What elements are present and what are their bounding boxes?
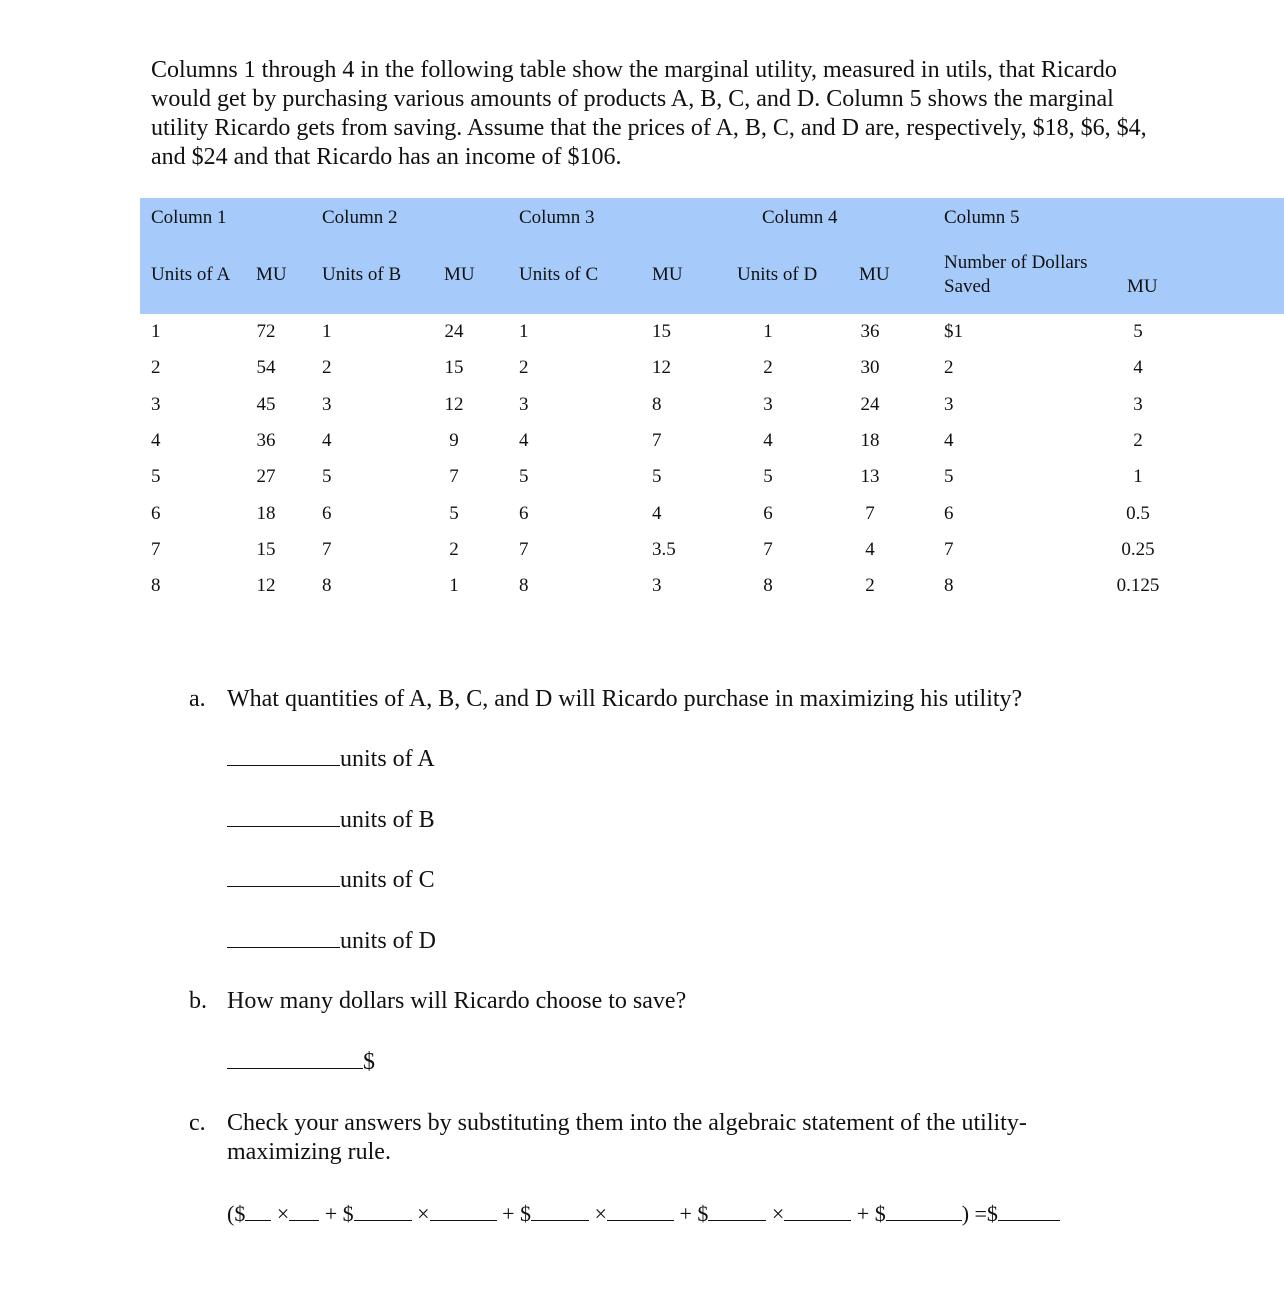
header-dollars-saved-1: Number of Dollars xyxy=(944,252,1088,273)
cell-mu-b: 2 xyxy=(449,538,459,560)
formula-plus: + $ xyxy=(324,1201,354,1226)
cell-mu-saving: 1 xyxy=(1133,466,1143,488)
cell-units-a: 8 xyxy=(151,575,161,597)
cell-units-c: 5 xyxy=(519,466,529,488)
group-header-5: Column 5 xyxy=(944,207,1020,228)
header-units-b: Units of B xyxy=(322,264,402,285)
answer-blank[interactable] xyxy=(227,825,340,827)
cell-mu-a: 18 xyxy=(256,502,276,524)
formula-blank[interactable] xyxy=(430,1219,497,1221)
answer-a-label: units of A xyxy=(340,746,435,772)
cell-units-c: 1 xyxy=(519,321,529,342)
cell-mu-c: 5 xyxy=(652,466,662,488)
cell-units-b: 6 xyxy=(322,502,332,524)
formula-plus: + $ xyxy=(679,1201,709,1226)
header-mu-b: MU xyxy=(444,264,475,285)
cell-units-a: 1 xyxy=(151,321,161,342)
cell-mu-d: 36 xyxy=(860,321,880,342)
question-c-line2: maximizing rule. xyxy=(227,1139,391,1165)
cell-units-d: 1 xyxy=(763,321,773,342)
answer-c-row xyxy=(227,866,435,895)
cell-units-d: 8 xyxy=(763,575,773,597)
cell-mu-a: 27 xyxy=(256,466,276,488)
formula-close: ) =$ xyxy=(961,1201,998,1226)
formula-blank[interactable] xyxy=(708,1219,766,1221)
cell-units-c: 3 xyxy=(519,393,529,415)
header-units-a: Units of A xyxy=(151,264,231,285)
cell-mu-c: 3 xyxy=(652,575,662,597)
cell-mu-d: 7 xyxy=(865,502,875,524)
cell-mu-c: 4 xyxy=(652,502,662,524)
formula-times: × xyxy=(417,1201,430,1226)
header-mu-c: MU xyxy=(652,264,683,285)
answer-b-row xyxy=(227,806,435,835)
cell-units-b: 4 xyxy=(322,429,332,451)
cell-mu-c: 7 xyxy=(652,429,662,451)
question-c-line1: Check your answers by substituting them into the algebraic statement of the utility- xyxy=(227,1110,1027,1136)
answer-a-row xyxy=(227,745,435,774)
cell-units-d: 2 xyxy=(763,357,773,379)
group-header-2: Column 2 xyxy=(322,207,398,228)
cell-mu-d: 4 xyxy=(865,538,875,560)
cell-units-a: 3 xyxy=(151,393,161,415)
cell-dollars-saved: 5 xyxy=(944,466,954,488)
answer-blank[interactable] xyxy=(227,885,340,887)
formula-times: × xyxy=(276,1201,290,1226)
cell-dollars-saved: 4 xyxy=(944,429,954,451)
answer-b-label: units of B xyxy=(340,807,435,833)
cell-mu-b: 1 xyxy=(449,575,459,597)
cell-dollars-saved: 8 xyxy=(944,575,954,597)
cell-units-c: 7 xyxy=(519,538,529,560)
cell-mu-c: 12 xyxy=(652,357,671,379)
cell-mu-a: 15 xyxy=(256,538,276,560)
answer-c-label: units of C xyxy=(340,867,435,893)
cell-units-d: 3 xyxy=(763,393,773,415)
cell-mu-d: 2 xyxy=(865,575,875,597)
formula-plus: + $ xyxy=(502,1201,532,1226)
cell-units-c: 4 xyxy=(519,429,529,451)
question-b-text: How many dollars will Ricardo choose to save? xyxy=(227,988,687,1014)
cell-dollars-saved: 6 xyxy=(944,502,954,524)
formula-blank[interactable] xyxy=(354,1219,412,1221)
cell-dollars-saved: $1 xyxy=(944,321,963,342)
cell-units-c: 8 xyxy=(519,575,529,597)
cell-units-a: 4 xyxy=(151,429,161,451)
intro-paragraph xyxy=(151,56,1151,172)
cell-mu-b: 15 xyxy=(444,357,464,379)
cell-mu-c: 3.5 xyxy=(652,538,676,560)
cell-units-b: 1 xyxy=(322,321,332,342)
formula-blank[interactable] xyxy=(245,1219,271,1221)
answer-blank[interactable] xyxy=(227,1067,363,1069)
answer-blank[interactable] xyxy=(227,946,340,948)
table-header-band xyxy=(140,198,1284,314)
header-dollars-saved-2: Saved xyxy=(944,276,991,297)
answer-d-label: units of D xyxy=(340,928,436,954)
group-header-4: Column 4 xyxy=(762,207,838,228)
group-header-3: Column 3 xyxy=(519,207,595,228)
cell-mu-saving: 5 xyxy=(1133,321,1143,342)
cell-mu-b: 5 xyxy=(449,502,459,524)
cell-mu-b: 12 xyxy=(444,393,464,415)
cell-mu-saving: 0.5 xyxy=(1126,502,1150,524)
answer-savings-unit: $ xyxy=(363,1049,375,1075)
cell-units-d: 5 xyxy=(763,466,773,488)
formula-times: × xyxy=(594,1201,607,1226)
group-header-1: Column 1 xyxy=(151,207,227,228)
question-c-marker: c. xyxy=(189,1110,206,1136)
header-mu-saving: MU xyxy=(1127,276,1158,297)
cell-units-d: 7 xyxy=(763,538,773,560)
header-mu-a: MU xyxy=(256,264,287,285)
formula-blank[interactable] xyxy=(998,1219,1060,1221)
cell-units-c: 2 xyxy=(519,357,529,379)
cell-units-d: 4 xyxy=(763,429,773,451)
cell-units-b: 5 xyxy=(322,466,332,488)
header-mu-d: MU xyxy=(859,264,890,285)
cell-mu-b: 9 xyxy=(449,429,459,451)
question-a-text: What quantities of A, B, C, and D will Ricardo purchase in maximizing his utility? xyxy=(227,686,1023,712)
answer-savings-row xyxy=(227,1048,375,1077)
cell-units-a: 7 xyxy=(151,538,161,560)
cell-mu-b: 7 xyxy=(449,466,459,488)
cell-mu-d: 24 xyxy=(860,393,880,415)
cell-mu-saving: 2 xyxy=(1133,429,1143,451)
cell-units-a: 6 xyxy=(151,502,161,524)
cell-mu-c: 8 xyxy=(652,393,662,415)
cell-mu-a: 45 xyxy=(256,393,276,415)
cell-units-c: 6 xyxy=(519,502,529,524)
header-units-c: Units of C xyxy=(519,264,599,285)
cell-units-b: 3 xyxy=(322,393,332,415)
cell-mu-a: 36 xyxy=(256,429,276,451)
cell-units-d: 6 xyxy=(763,502,773,524)
answer-blank[interactable] xyxy=(227,764,340,766)
cell-units-b: 2 xyxy=(322,357,332,379)
cell-mu-saving: 3 xyxy=(1133,393,1143,415)
cell-dollars-saved: 2 xyxy=(944,357,954,379)
cell-mu-d: 13 xyxy=(860,466,880,488)
cell-mu-a: 12 xyxy=(256,575,276,597)
formula-blank[interactable] xyxy=(784,1219,851,1221)
cell-dollars-saved: 7 xyxy=(944,538,954,560)
formula-times: × xyxy=(771,1201,785,1226)
answer-d-row xyxy=(227,927,436,956)
cell-mu-d: 18 xyxy=(860,429,880,451)
cell-units-a: 5 xyxy=(151,466,161,488)
cell-mu-saving: 0.125 xyxy=(1116,575,1160,597)
question-a-marker: a. xyxy=(189,686,206,712)
formula-blank[interactable] xyxy=(289,1219,319,1221)
cell-dollars-saved: 3 xyxy=(944,393,954,415)
cell-mu-saving: 4 xyxy=(1133,357,1143,379)
cell-mu-d: 30 xyxy=(860,357,880,379)
formula-blank[interactable] xyxy=(531,1219,589,1221)
formula-plus: + $ xyxy=(856,1201,886,1226)
cell-mu-a: 72 xyxy=(256,321,276,342)
cell-units-b: 7 xyxy=(322,538,332,560)
cell-units-b: 8 xyxy=(322,575,332,597)
formula-open: ($ xyxy=(227,1201,246,1226)
cell-mu-saving: 0.25 xyxy=(1121,538,1155,560)
intro-text: Columns 1 through 4 in the following table show the marginal utility, measured in utils, that Ricardo would get by purchasing various amounts of products A, B, C, and D. Column 5 shows the marginal utility Ricardo gets from saving. Assume that the prices of A, B, C, and D are, respectively, $18, $6, $4, and $24 and that Ricardo has an income of $106. xyxy=(151,57,1147,170)
header-units-d: Units of D xyxy=(737,264,818,285)
question-b-marker: b. xyxy=(189,988,207,1014)
cell-mu-a: 54 xyxy=(256,357,276,379)
cell-units-a: 2 xyxy=(151,357,161,379)
cell-mu-b: 24 xyxy=(444,321,464,342)
formula-row xyxy=(227,1199,1060,1228)
formula-blank[interactable] xyxy=(607,1219,674,1221)
formula-blank[interactable] xyxy=(886,1219,962,1221)
cell-mu-c: 15 xyxy=(652,321,671,342)
